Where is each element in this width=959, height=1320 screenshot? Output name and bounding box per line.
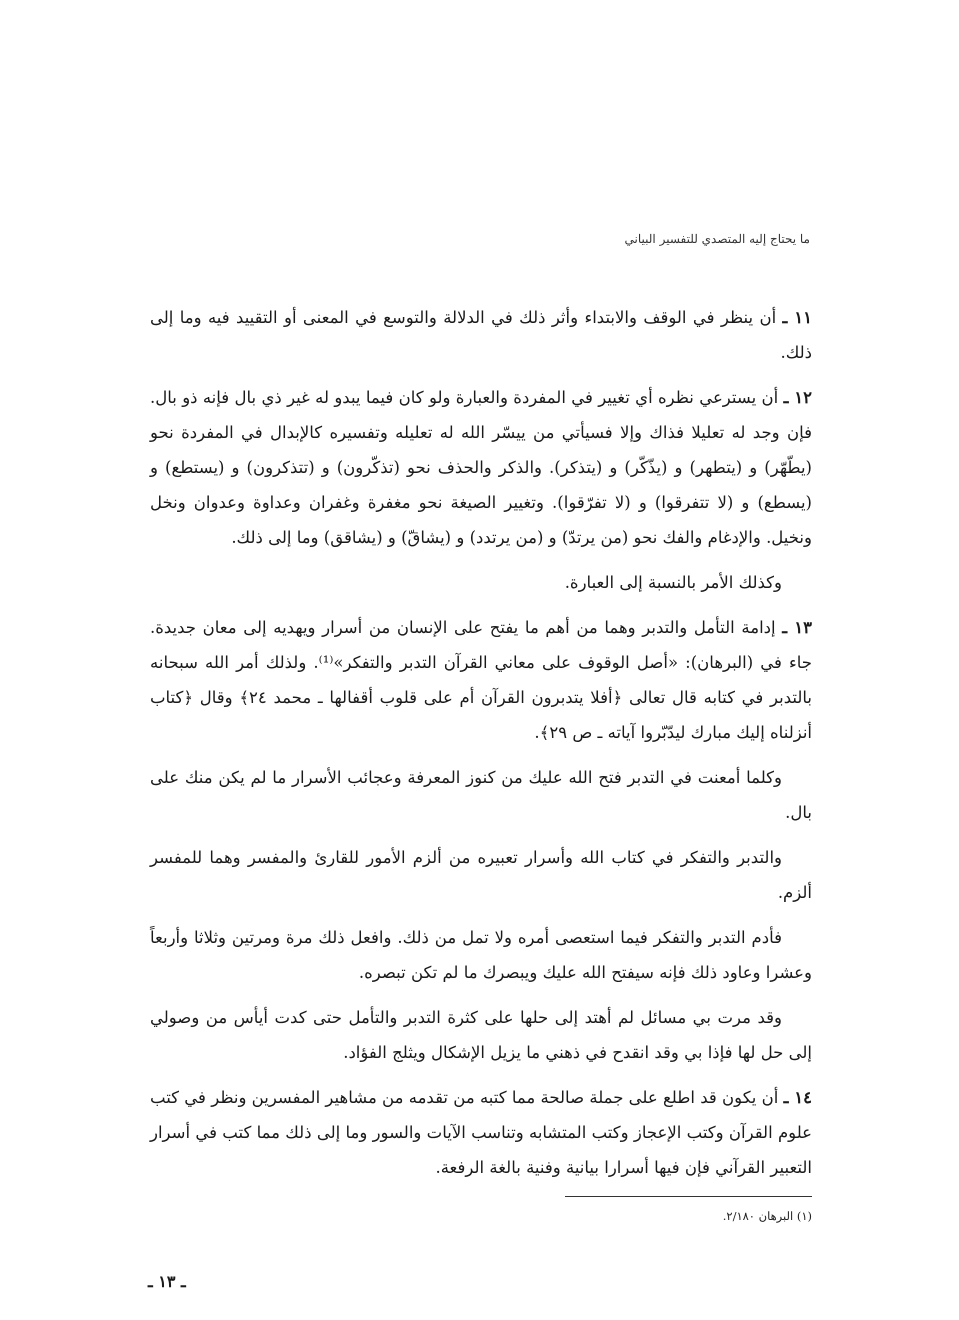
- paragraph-item-14: [150, 1080, 812, 1185]
- page-number: ـ ١٣ ـ: [148, 1272, 186, 1291]
- paragraph: [150, 840, 812, 910]
- item-number: ١٣ ـ: [782, 618, 812, 637]
- paragraph-text: إدامة التأمل والتدبر وهما من أهم ما يفتح على الإنسان من أسرار ويهديه إلى معان جديدة. جاء في (البرهان): «أصل الوقوف على معاني القرآن التدبر والتفكر»⁽¹⁾. ولذلك أمر الله سبحانه بالتدبر في كتابه قال تعالى ﴿أفلا يتدبرون القرآن أم على قلوب أقفالها ـ محمد ٢٤﴾ وقال ﴿كتاب أنزلناه إليك مبارك ليدّبّروا آياته ـ ص ٢٩﴾.: [150, 618, 813, 742]
- footnote: (١) البرهان ٢/١٨٠.: [722, 1209, 812, 1223]
- paragraph: [150, 1000, 812, 1070]
- body-text: [150, 300, 812, 1195]
- paragraph: [150, 920, 812, 990]
- paragraph-text: أن يكون قد اطلع على جملة صالحة مما كتبه من تقدمه من مشاهير المفسرين ونظر في كتب علوم القرآن وكتب الإعجاز وكتب المتشابه وتناسب الآيات والسور وما إلى ذلك مما كتب في أسرار التعبير القرآني فإن فيها أسرارا بيانية وفنية بالغة الرفعة.: [150, 1088, 812, 1177]
- paragraph-item-13: [150, 610, 812, 750]
- paragraph-text: وكلما أمعنت في التدبر فتح الله عليك من كنوز المعرفة وعجائب الأسرار ما لم يكن منك على بال.: [150, 768, 812, 822]
- paragraph-text: أن ينظر في الوقف والابتداء وأثر ذلك في الدلالة والتوسع في المعنى أو التقييد فيه وما إلى ذلك.: [150, 308, 812, 362]
- paragraph-text: والتدبر والتفكر في كتاب الله وأسرار تعبيره من ألزم الأمور للقارئ والمفسر وهما للمفسر ألزم.: [150, 848, 812, 902]
- running-head: ما يحتاج إليه المتصدي للتفسير البياني: [624, 232, 810, 246]
- paragraph-text: وقد مرت بي مسائل لم أهتد إلى حلها على كثرة التدبر والتأمل حتى كدت أيأس من وصولي إلى حل لها فإذا بي وقد انقدح في ذهني ما يزيل الإشكال ويثلج الفؤاد.: [150, 1008, 812, 1062]
- footnote-divider: [565, 1196, 812, 1197]
- item-number: ١١ ـ: [782, 308, 812, 327]
- item-number: ١٢ ـ: [783, 388, 812, 407]
- paragraph-text: فأدم التدبر والتفكر فيما استعصى أمره ولا تمل من ذلك. وافعل ذلك مرة ومرتين وثلاثا وأربعاً وعشرا وعاود ذلك فإنه سيفتح الله عليك ويبصرك ما لم تكن تبصره.: [150, 928, 812, 982]
- paragraph-text: وكذلك الأمر بالنسبة إلى العبارة.: [564, 573, 782, 592]
- paragraph: [150, 760, 812, 830]
- paragraph: [150, 565, 812, 600]
- paragraph-text: أن يسترعي نظره أي تغيير في المفردة والعبارة ولو كان فيما يبدو له غير ذي بال فإنه ذو بال. فإن وجد له تعليلا فذاك وإلا فسيأتي من ييسّر الله له تعليله وتفسيره كالإبدال في المفردة نحو (يطّهّر) و (يتطهر) و (يذّكّر) و (يتذكر). والذكر والحذف نحو (تذكّرون) و (تتذكرون) و (يستطع) و (يسطع) و (لا تتفرقوا) و (لا تفرّقوا). وتغيير الصيغة نحو مغفرة وغفران وعداوة وعدوان ونخل ونخيل. والإدغام والفك نحو (من يرتدّ) و (من يرتدد) و (يشاقّ) و (يشاقق) وما إلى ذلك.: [150, 388, 812, 547]
- paragraph-item-12: [150, 380, 812, 555]
- paragraph-item-11: [150, 300, 812, 370]
- item-number: ١٤ ـ: [783, 1088, 812, 1107]
